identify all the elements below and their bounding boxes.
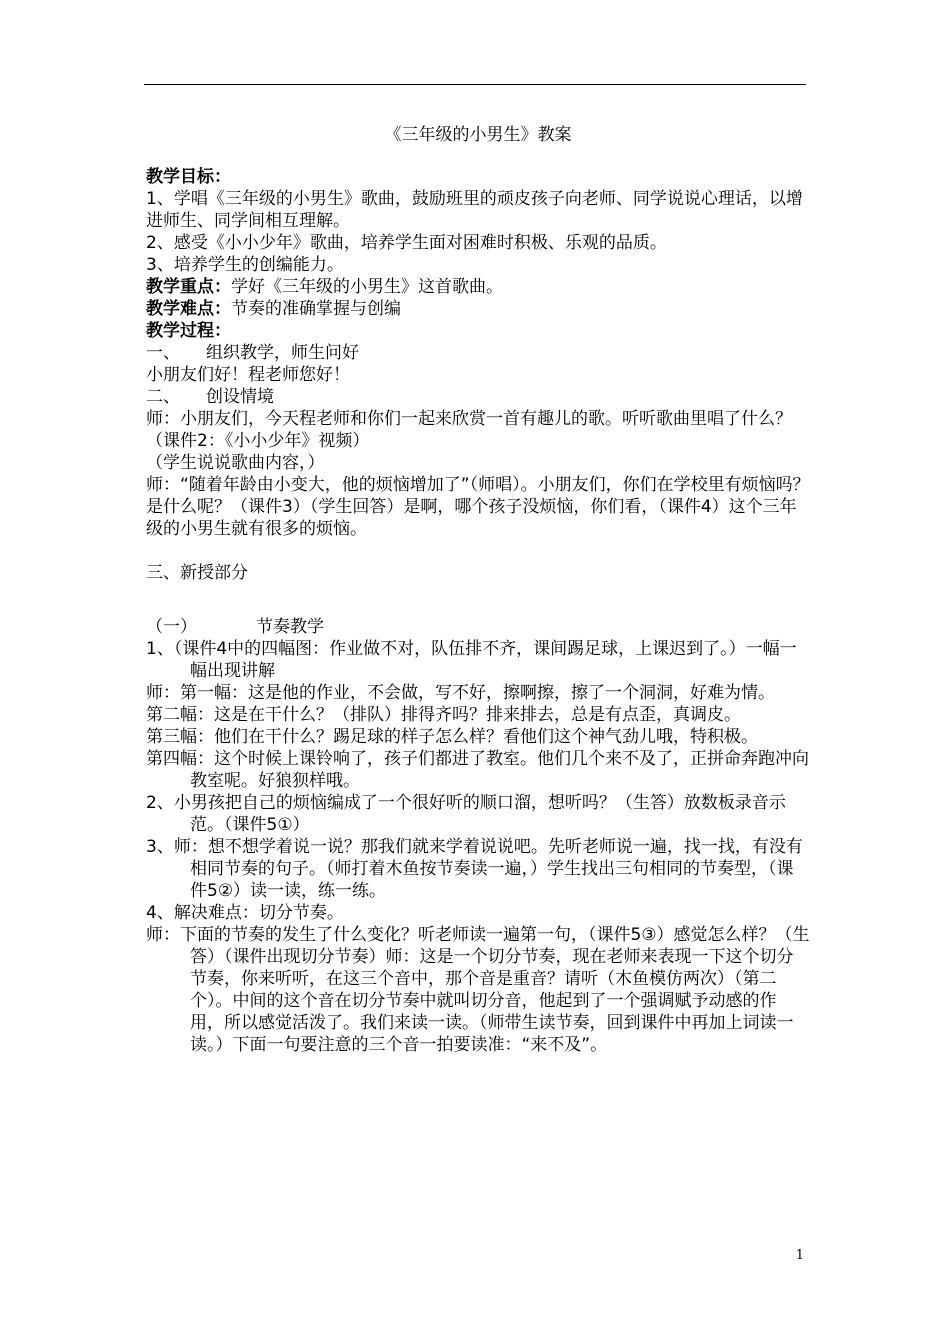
section-1-line: 小朋友们好！程老师您好！ (146, 365, 350, 385)
section-3-item: 第二幅：这是在干什么？（排队）排得齐吗？排来排去，总是有点歪，真调皮。 (146, 705, 741, 725)
process-heading: 教学过程： (146, 321, 231, 341)
section-3-item: 3、师：想不想学着说一说？那我们就来学着说说吧。先听老师说一遍，找一找，有没有相同节奏的句子。（师打着木鱼按节奏读一遍，）学生找出三句相同的节奏型，（课件5②）读一读，练一练。 (146, 837, 803, 901)
key-point-text: 学好《三年级的小男生》这首歌曲。 (231, 277, 503, 297)
section-2-line: （学生说说歌曲内容，） (146, 453, 325, 473)
section-3-item: 师：下面的节奏的发生了什么变化？听老师读一遍第一句，（课件5③）感觉怎么样？（生答）（课件出现切分节奏）师：这是一个切分节奏，现在老师来表现一下这个切分节奏，你来听听，在这三个音中，那个音是重音？请听（木鱼模仿两次）（第二个）。中间的这个音在切分节奏中就叫切分音，他起到了一个强调赋予动感的作用，所以感觉活泼了。我们来读一读。（师带生读节奏，回到课件中再加上词读一读。）下面一句要注意的三个音一拍要读准：“来不及”。 (146, 925, 810, 1055)
section-1-number: 一、 (146, 343, 180, 363)
key-point (146, 276, 810, 298)
document-body (146, 124, 810, 1056)
section-3-item: 4、解决难点：切分节奏。 (146, 903, 344, 923)
section-2-line: 师：“随着年龄由小变大，他的烦恼增加了”（师唱）。小朋友们，你们在学校里有烦恼吗？是什么呢？（课件3）（学生回答）是啊，哪个孩子没烦恼，你们看，（课件4）这个三年级的小男生就有很多的烦恼。 (146, 475, 810, 539)
section-1-heading (146, 342, 810, 364)
page-number: 1 (795, 1248, 804, 1263)
document-title: 《三年级的小男生》教案 (384, 125, 572, 145)
difficulty-label: 教学难点： (146, 299, 231, 319)
section-2-number: 二、 (146, 387, 180, 407)
section-1-title: 组织教学，师生问好 (206, 343, 359, 363)
difficulty (146, 298, 810, 320)
subsection-title: 节奏教学 (256, 617, 324, 637)
section-3-item: 师：第一幅：这是他的作业，不会做，写不好，擦啊擦，擦了一个洞洞，好难为情。 (146, 683, 775, 703)
section-3-item: 1、（课件4中的四幅图：作业做不对，队伍排不齐，课间踢足球，上课迟到了。）一幅一幅出现讲解 (146, 639, 797, 681)
objective-item: 2、感受《小小少年》歌曲，培养学生面对困难时积极、乐观的品质。 (146, 233, 667, 253)
section-2-heading (146, 386, 810, 408)
objectives-heading: 教学目标： (146, 167, 231, 187)
section-3-item: 2、小男孩把自己的烦恼编成了一个很好听的顺口溜，想听吗？（生答）放数板录音示范。（课件5①） (146, 793, 786, 835)
section-3-item: 第四幅：这个时候上课铃响了，孩子们都进了教室。他们几个来不及了，正拼命奔跑冲向教室呢。好狼狈样哦。 (146, 749, 809, 791)
objective-item: 3、培养学生的创编能力。 (146, 255, 344, 275)
objective-item: 1、学唱《三年级的小男生》歌曲，鼓励班里的顽皮孩子向老师、同学说说心理话，以增进师生、同学间相互理解。 (146, 189, 803, 231)
section-2-line: （课件2：《小小少年》视频） (146, 431, 370, 451)
key-point-label: 教学重点： (146, 277, 231, 297)
subsection-heading (146, 616, 810, 638)
header-rule (144, 84, 806, 85)
section-3-item: 第三幅：他们在干什么？踢足球的样子怎么样？看他们这个神气劲儿哦，特积极。 (146, 727, 758, 747)
section-3-heading: 三、新授部分 (146, 563, 248, 583)
difficulty-text: 节奏的准确掌握与创编 (231, 299, 401, 319)
section-2-title: 创设情境 (206, 387, 274, 407)
section-2-line: 师：小朋友们，今天程老师和你们一起来欣赏一首有趣儿的歌。听听歌曲里唱了什么？ (146, 409, 792, 429)
subsection-number: （一） (146, 617, 197, 637)
